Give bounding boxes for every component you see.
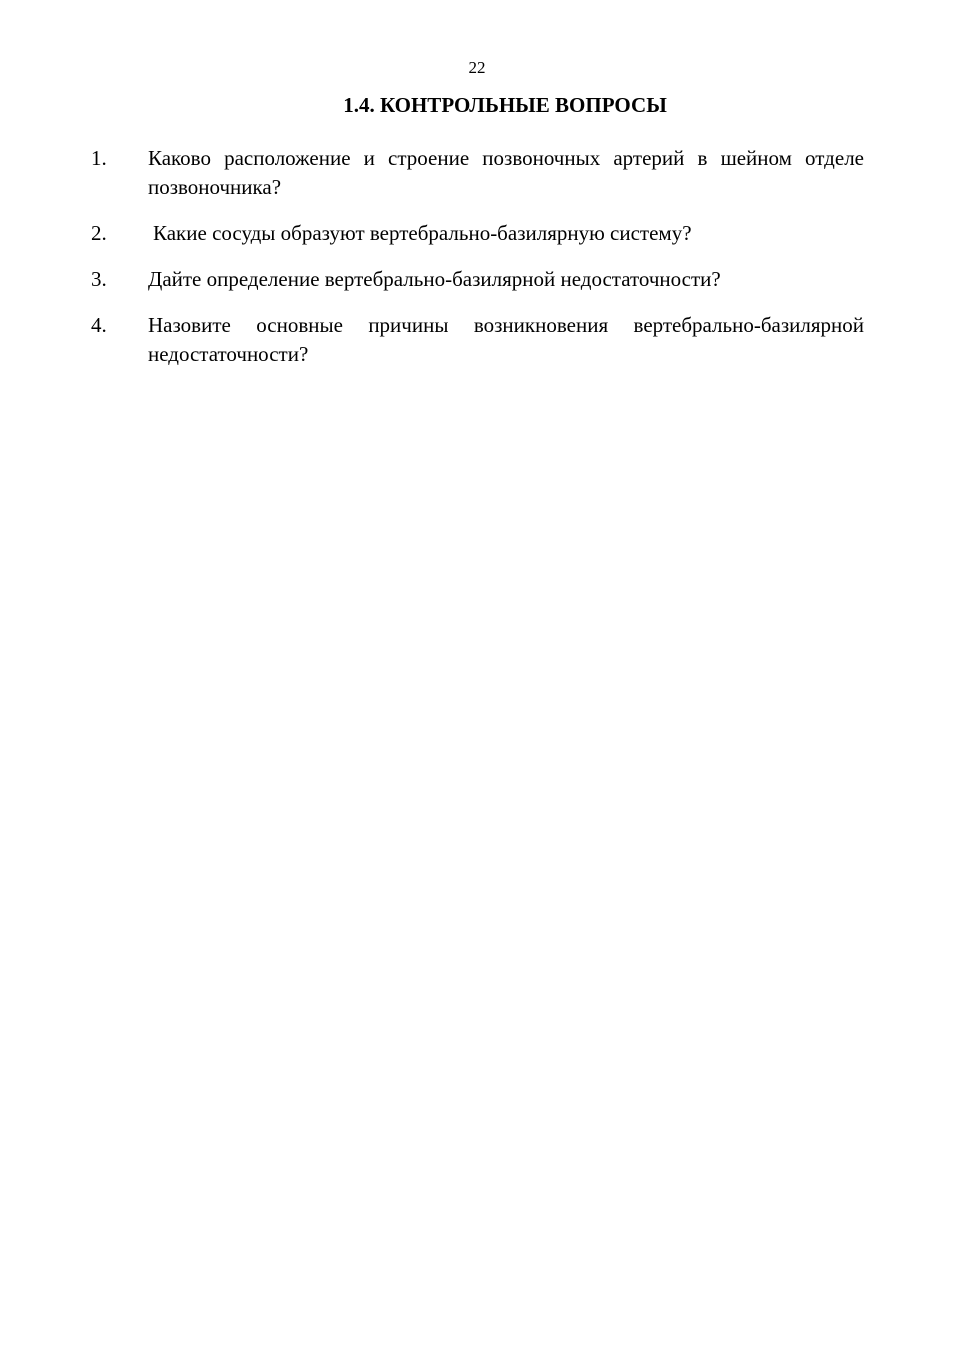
question-text: Назовите основные причины возникновения вертебрально-базилярной недостаточности? (148, 313, 864, 366)
question-item (91, 144, 864, 202)
question-number: 1. (91, 146, 107, 170)
section-title: 1.4. КОНТРОЛЬНЫЕ ВОПРОСЫ (343, 93, 667, 117)
question-number: 2. (91, 221, 107, 245)
question-text: Дайте определение вертебрально-базилярной недостаточности? (148, 267, 721, 291)
question-item (91, 265, 864, 294)
question-number: 3. (91, 267, 107, 291)
questions-list (91, 144, 864, 386)
question-item (91, 311, 864, 369)
question-text: Каково расположение и строение позвоночных артерий в шейном отделе позвоночника? (148, 146, 864, 199)
question-number: 4. (91, 313, 107, 337)
page-number: 22 (468, 58, 486, 77)
question-text: Какие сосуды образуют вертебрально-базилярную систему? (153, 221, 692, 245)
question-item (91, 219, 864, 248)
